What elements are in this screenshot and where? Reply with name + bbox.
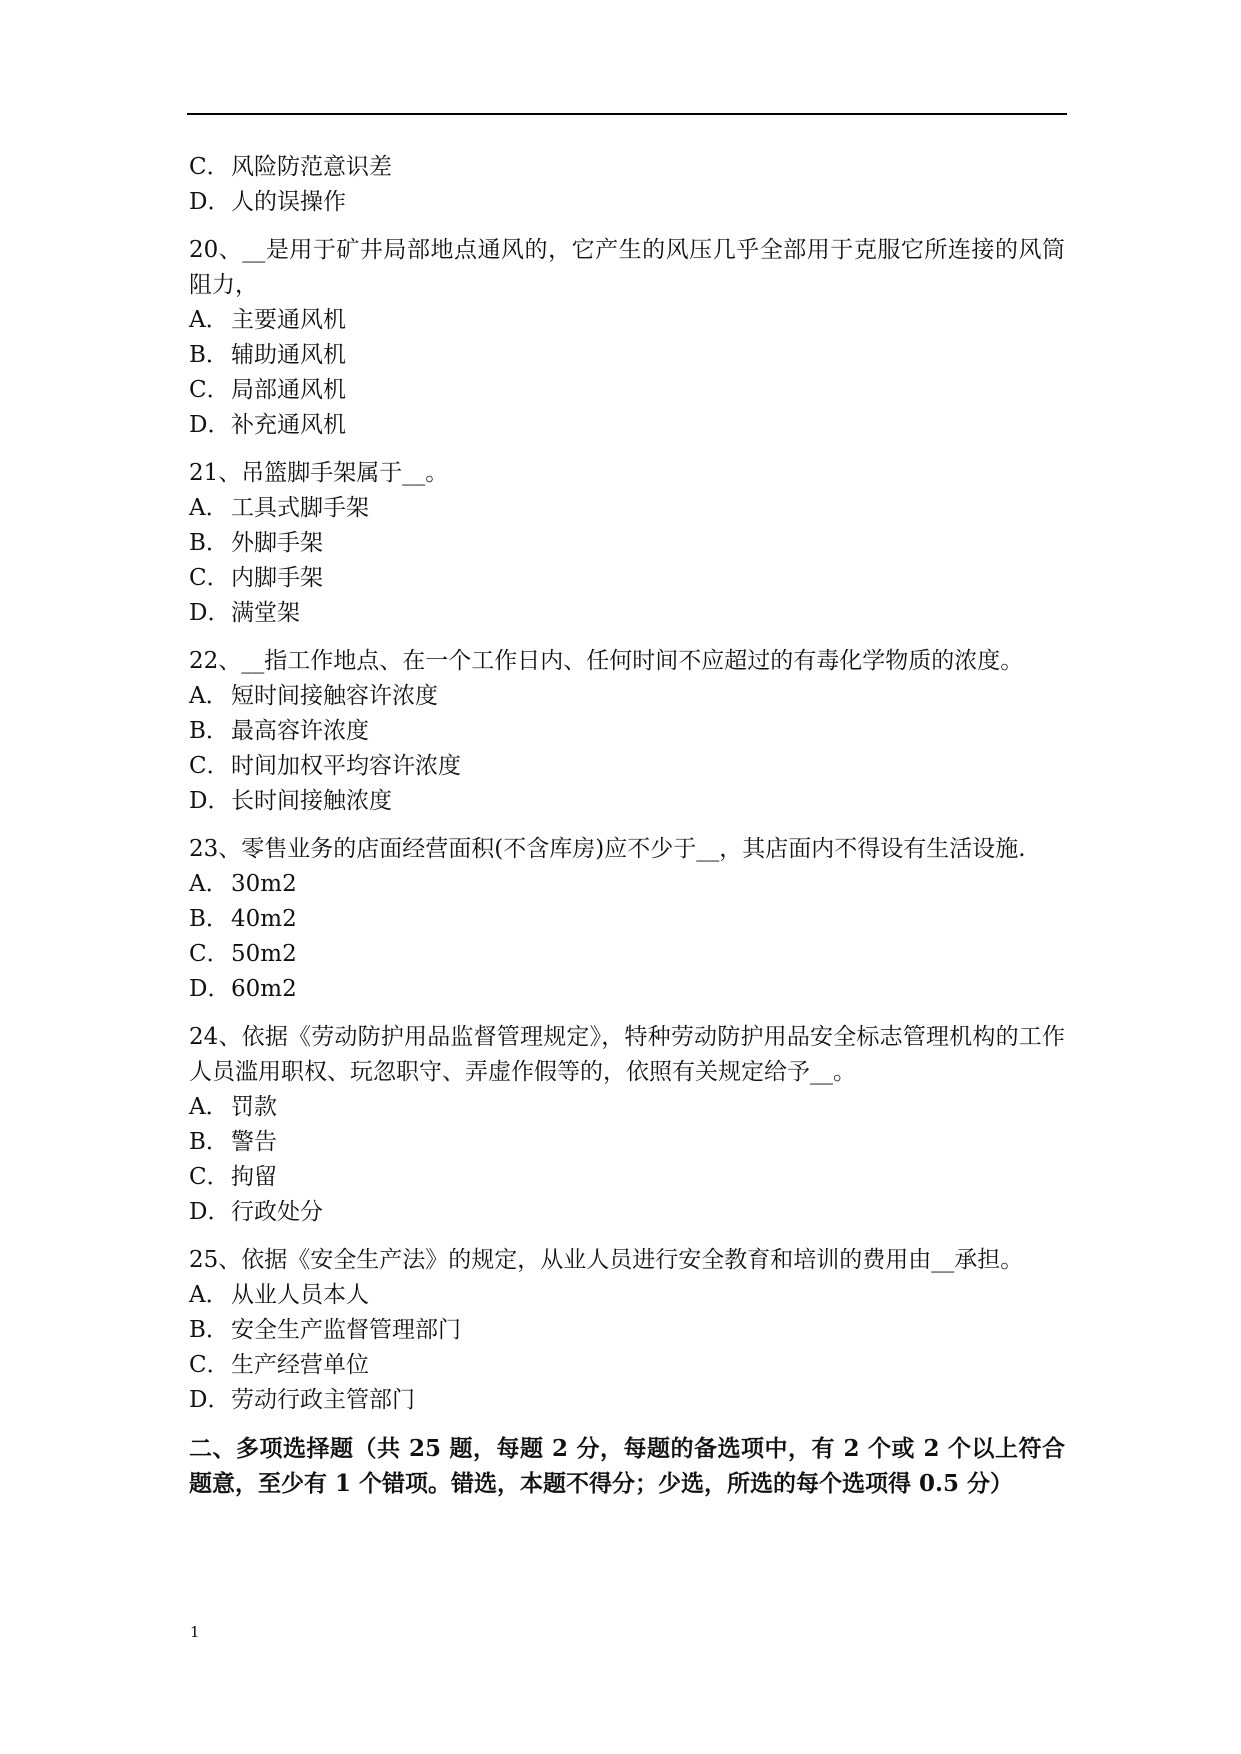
- option-key: C．: [189, 1164, 230, 1190]
- question-stem: 24、依据《劳动防护用品监督管理规定》，特种劳动防护用品安全标志管理机构的工作人员滥用职权、玩忽职守、弄虚作假等的，依照有关规定给予__。: [189, 1024, 1065, 1085]
- option-text: 40m2: [231, 906, 297, 932]
- option-text: 时间加权平均容许浓度: [231, 753, 461, 779]
- option-key: D．: [189, 1387, 231, 1413]
- option-b: [189, 1313, 1065, 1348]
- question-stem: 21、吊篮脚手架属于__。: [189, 460, 449, 486]
- option-key: B．: [189, 1317, 229, 1343]
- top-options: [189, 150, 1065, 220]
- question-23: [189, 832, 1065, 1007]
- option-key: D．: [189, 1199, 231, 1225]
- option-key: C．: [189, 941, 230, 967]
- option-text: 劳动行政主管部门: [231, 1387, 415, 1413]
- option-key: B．: [189, 530, 229, 556]
- option-key: B．: [189, 906, 229, 932]
- option-c: [189, 1160, 1065, 1195]
- question-stem: 23、零售业务的店面经营面积(不含库房)应不少于__，其店面内不得设有生活设施.: [189, 836, 1026, 862]
- option-key: B．: [189, 342, 229, 368]
- option-key: D．: [189, 412, 231, 438]
- option-text: 60m2: [231, 976, 297, 1002]
- option-b: [189, 902, 1065, 937]
- option-text: 从业人员本人: [231, 1282, 369, 1308]
- option-key: A．: [189, 1094, 229, 1120]
- option-key: D．: [189, 788, 231, 814]
- option-text: 风险防范意识差: [231, 154, 392, 180]
- option-text: 人的误操作: [231, 189, 346, 215]
- option-d: [189, 1195, 1065, 1230]
- question-25: [189, 1243, 1065, 1418]
- option-d: [189, 1383, 1065, 1418]
- option-key: D．: [189, 600, 231, 626]
- option-text: 工具式脚手架: [231, 495, 369, 521]
- option-key: A．: [189, 683, 229, 709]
- option-text: 内脚手架: [231, 565, 323, 591]
- option-text: 外脚手架: [231, 530, 323, 556]
- option-b: [189, 526, 1065, 561]
- option-c: [189, 561, 1065, 596]
- option-a: [189, 867, 1065, 902]
- option-b: [189, 338, 1065, 373]
- option-text: 长时间接触浓度: [231, 788, 392, 814]
- option-text: 30m2: [231, 871, 297, 897]
- option-key: D．: [189, 189, 231, 215]
- question-stem: 22、__指工作地点、在一个工作日内、任何时间不应超过的有毒化学物质的浓度。: [189, 648, 1024, 674]
- option-key: A．: [189, 495, 229, 521]
- option-key: A．: [189, 1282, 229, 1308]
- option-c: [189, 373, 1065, 408]
- option-d: [189, 784, 1065, 819]
- option-b: [189, 714, 1065, 749]
- option-key: C．: [189, 1352, 230, 1378]
- question-24: [189, 1020, 1065, 1230]
- option-d: [189, 408, 1065, 443]
- option-key: B．: [189, 718, 229, 744]
- option-key: C．: [189, 565, 230, 591]
- option-b: [189, 1125, 1065, 1160]
- option-key: C．: [189, 377, 230, 403]
- option-a: [189, 679, 1065, 714]
- option-key: A．: [189, 307, 229, 333]
- option-text: 拘留: [231, 1164, 277, 1190]
- option-a: [189, 491, 1065, 526]
- question-20: [189, 233, 1065, 443]
- page-content: [189, 150, 1065, 1501]
- option-a: [189, 1278, 1065, 1313]
- option-key: B．: [189, 1129, 229, 1155]
- option-text: 50m2: [231, 941, 297, 967]
- question-stem: 25、依据《安全生产法》的规定，从业人员进行安全教育和培训的费用由__承担。: [189, 1247, 1024, 1273]
- section-title: 二、多项选择题（共 25 题，每题 2 分，每题的备选项中，有 2 个或 2 个以上符合题意，至少有 1 个错项。错选，本题不得分；少选，所选的每个选项得 0.5 分）: [189, 1435, 1065, 1497]
- question-21: [189, 456, 1065, 631]
- option-text: 主要通风机: [231, 307, 346, 333]
- option-c: [189, 1348, 1065, 1383]
- option-c: [189, 937, 1065, 972]
- option-c: [189, 749, 1065, 784]
- option-text: 行政处分: [231, 1199, 323, 1225]
- option-text: 辅助通风机: [231, 342, 346, 368]
- option-key: C．: [189, 154, 230, 180]
- option-d: [189, 185, 1065, 220]
- option-key: C．: [189, 753, 230, 779]
- option-text: 生产经营单位: [231, 1352, 369, 1378]
- option-c: [189, 150, 1065, 185]
- option-a: [189, 1090, 1065, 1125]
- option-text: 短时间接触容许浓度: [231, 683, 438, 709]
- option-text: 罚款: [231, 1094, 277, 1120]
- option-text: 最高容许浓度: [231, 718, 369, 744]
- option-text: 安全生产监督管理部门: [231, 1317, 461, 1343]
- option-d: [189, 596, 1065, 631]
- option-key: A．: [189, 871, 229, 897]
- option-text: 局部通风机: [231, 377, 346, 403]
- option-key: D．: [189, 976, 231, 1002]
- question-stem: 20、__是用于矿井局部地点通风的，它产生的风压几乎全部用于克服它所连接的风筒阻力，: [189, 237, 1065, 298]
- header-rule: [187, 113, 1067, 115]
- option-a: [189, 303, 1065, 338]
- question-22: [189, 644, 1065, 819]
- option-d: [189, 972, 1065, 1007]
- page-number: 1: [190, 1623, 200, 1641]
- option-text: 补充通风机: [231, 412, 346, 438]
- option-text: 警告: [231, 1129, 277, 1155]
- option-text: 满堂架: [231, 600, 300, 626]
